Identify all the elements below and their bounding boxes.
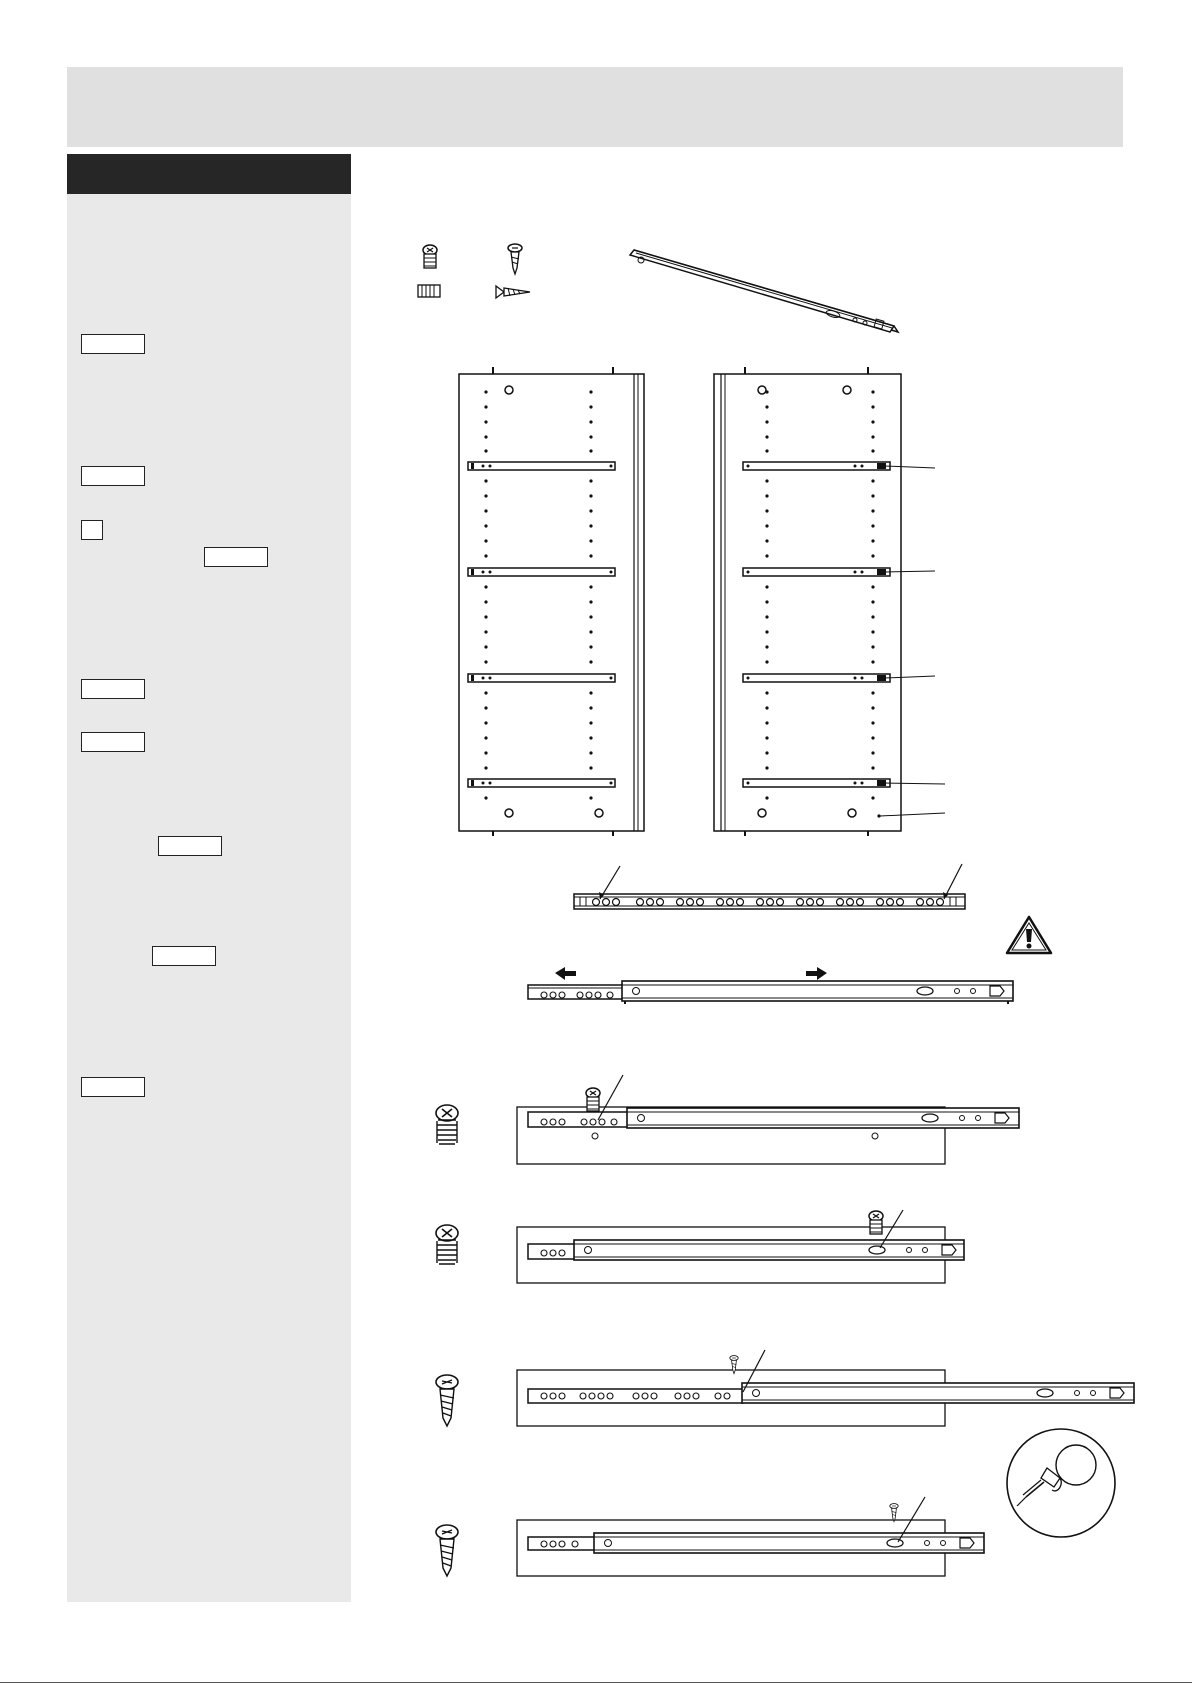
warning-triangle-icon (1007, 917, 1051, 953)
side-panel-right (714, 367, 945, 836)
dowel-icon (418, 285, 440, 297)
cam-bolt-icon (436, 1225, 458, 1264)
arrow-right-icon (806, 967, 827, 980)
extended-runner (528, 981, 1013, 1004)
footer-rule (0, 1682, 1192, 1683)
step-3 (436, 1350, 1134, 1426)
screw-icon (508, 244, 522, 274)
step-2 (436, 1210, 964, 1283)
screw-icon (436, 1525, 458, 1576)
cam-bolt-icon (423, 245, 437, 268)
side-panel-left (459, 367, 644, 836)
screw-icon (436, 1375, 458, 1426)
drawer-runner (630, 250, 898, 332)
flat-screw-icon (496, 286, 530, 298)
inner-rail (574, 864, 965, 909)
cam-bolt-icon (436, 1105, 458, 1144)
arrow-left-icon (555, 967, 576, 980)
step-4 (436, 1497, 984, 1576)
screwdriver-detail-icon (1007, 1429, 1115, 1537)
step-1 (436, 1075, 1019, 1164)
